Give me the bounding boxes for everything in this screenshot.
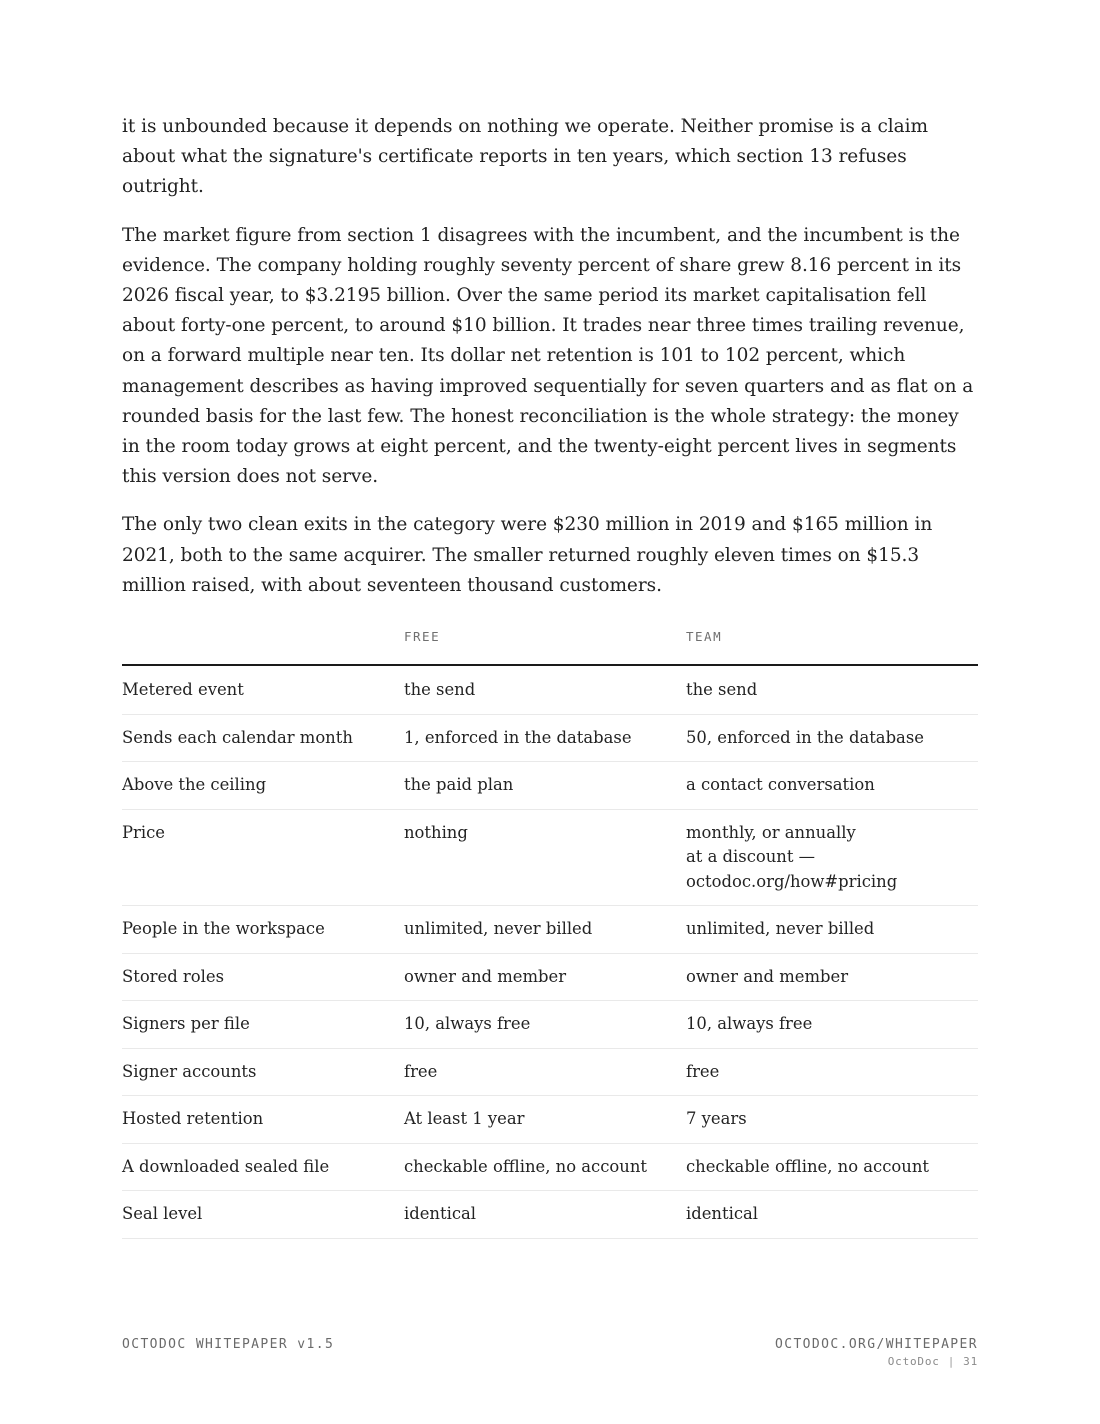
free-value: checkable offline, no account bbox=[404, 1143, 686, 1191]
table-row bbox=[122, 809, 978, 906]
table-row bbox=[122, 714, 978, 762]
table-row bbox=[122, 1143, 978, 1191]
row-label: A downloaded sealed file bbox=[122, 1143, 404, 1191]
row-label: Signers per file bbox=[122, 1001, 404, 1049]
team-value: the send bbox=[686, 665, 978, 714]
footer-page-info bbox=[775, 1355, 978, 1368]
team-value-line: octodoc.org/how#pricing bbox=[686, 871, 898, 891]
row-label: Sends each calendar month bbox=[122, 714, 404, 762]
page-content bbox=[122, 112, 978, 1239]
team-value: 50, enforced in the database bbox=[686, 714, 978, 762]
team-value: a contact conversation bbox=[686, 762, 978, 810]
table-row bbox=[122, 906, 978, 954]
free-value: 10, always free bbox=[404, 1001, 686, 1049]
footer-url: OCTODOC.ORG/WHITEPAPER bbox=[775, 1337, 978, 1352]
free-value: the paid plan bbox=[404, 762, 686, 810]
team-value bbox=[686, 809, 978, 906]
team-value: checkable offline, no account bbox=[686, 1143, 978, 1191]
free-value: 1, enforced in the database bbox=[404, 714, 686, 762]
row-label: Above the ceiling bbox=[122, 762, 404, 810]
row-label: Price bbox=[122, 809, 404, 906]
table-row bbox=[122, 1191, 978, 1239]
table-header-row bbox=[122, 629, 978, 665]
body-paragraph: The only two clean exits in the category were $230 million in 2019 and $165 million in 2021, both to the same acquirer. The smaller returned roughly eleven times on $15.3 million raised, with about seventeen thousand customers. bbox=[122, 514, 933, 596]
free-value: identical bbox=[404, 1191, 686, 1239]
row-label: Signer accounts bbox=[122, 1048, 404, 1096]
free-value: nothing bbox=[404, 809, 686, 906]
plan-comparison-table bbox=[122, 629, 978, 1239]
footer-document-title: OCTODOC WHITEPAPER v1.5 bbox=[122, 1337, 335, 1352]
team-value: free bbox=[686, 1048, 978, 1096]
team-value: 7 years bbox=[686, 1096, 978, 1144]
row-label: People in the workspace bbox=[122, 906, 404, 954]
team-value-line: monthly, or annually bbox=[686, 822, 856, 842]
table-row bbox=[122, 953, 978, 1001]
team-value-line: at a discount — bbox=[686, 847, 816, 867]
row-label: Stored roles bbox=[122, 953, 404, 1001]
page-number: 31 bbox=[963, 1355, 978, 1368]
table-row bbox=[122, 762, 978, 810]
free-value: unlimited, never billed bbox=[404, 906, 686, 954]
team-value: 10, always free bbox=[686, 1001, 978, 1049]
body-paragraph: The market figure from section 1 disagrees with the incumbent, and the incumbent is the evidence. The company holding roughly seventy percent of share grew 8.16 percent in its 2026 fiscal year, to $3.2195 billion. Over the same period its market capitalisation fell about forty-one percent, to around $10 billion. It trades near three times trailing revenue, on a forward multiple near ten. Its dollar net retention is 101 to 102 percent, which management describes as having improved sequentially for seven quarters and as flat on a rounded basis for the last few. The honest reconciliation is the whole strategy: the money in the room today grows at eight percent, and the twenty-eight percent lives in segments this version does not serve. bbox=[122, 224, 974, 488]
row-label: Metered event bbox=[122, 665, 404, 714]
team-value: unlimited, never billed bbox=[686, 906, 978, 954]
table-row bbox=[122, 1001, 978, 1049]
body-paragraph: it is unbounded because it depends on nothing we operate. Neither promise is a claim about what the signature's certificate reports in ten years, which section 13 refuses outright. bbox=[122, 116, 928, 198]
row-label: Seal level bbox=[122, 1191, 404, 1239]
header-team: TEAM bbox=[686, 629, 978, 665]
row-label: Hosted retention bbox=[122, 1096, 404, 1144]
footer-meta bbox=[775, 1337, 978, 1368]
table-row bbox=[122, 1048, 978, 1096]
footer-brand: OctoDoc bbox=[887, 1355, 940, 1368]
free-value: At least 1 year bbox=[404, 1096, 686, 1144]
table-row bbox=[122, 665, 978, 714]
free-value: free bbox=[404, 1048, 686, 1096]
team-value: owner and member bbox=[686, 953, 978, 1001]
footer-separator: | bbox=[947, 1355, 956, 1368]
team-value: identical bbox=[686, 1191, 978, 1239]
header-free: FREE bbox=[404, 629, 686, 665]
header-feature bbox=[122, 629, 404, 665]
free-value: owner and member bbox=[404, 953, 686, 1001]
table-row bbox=[122, 1096, 978, 1144]
free-value: the send bbox=[404, 665, 686, 714]
